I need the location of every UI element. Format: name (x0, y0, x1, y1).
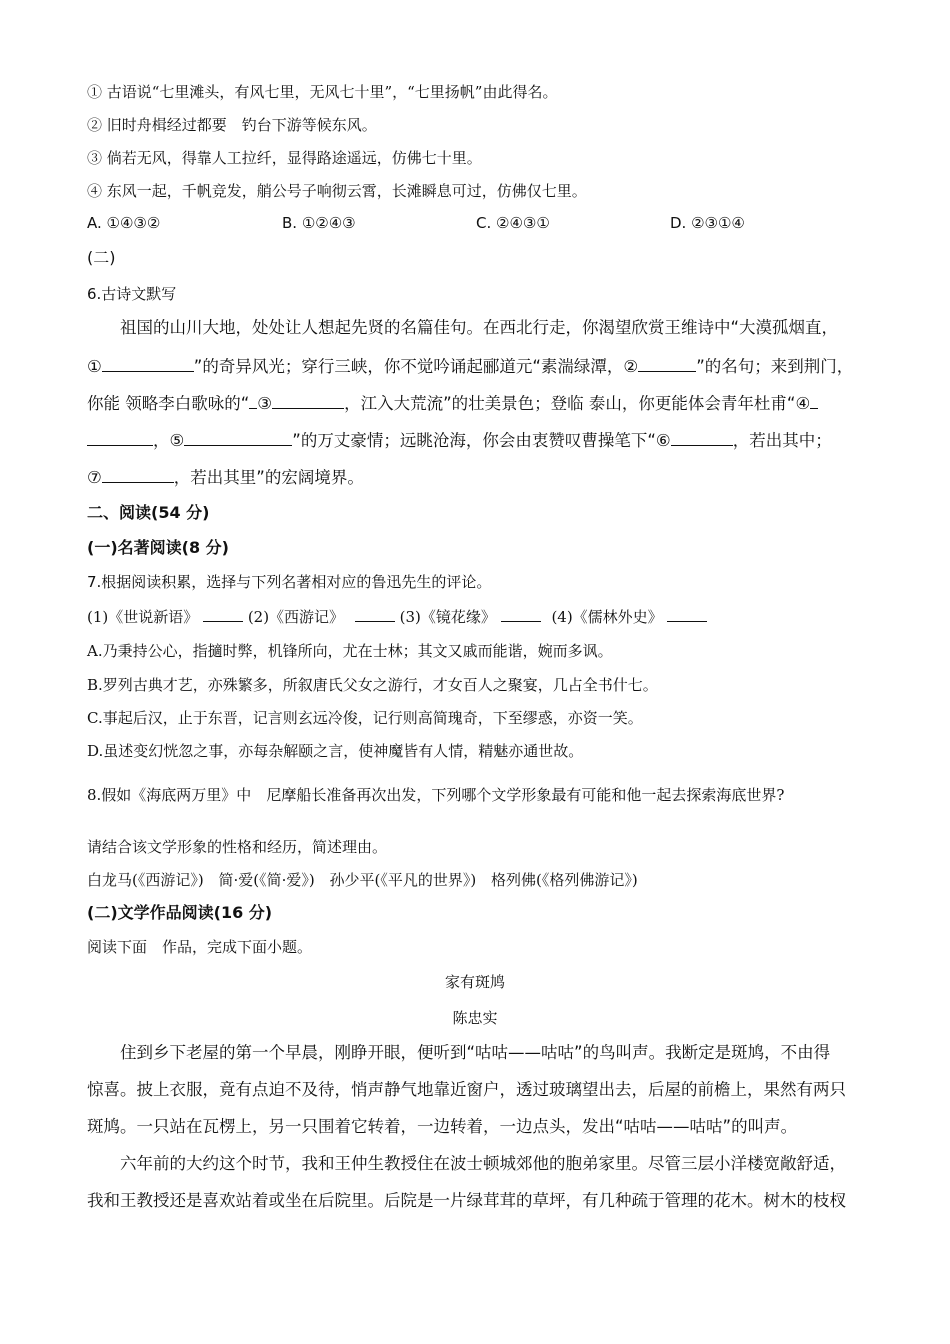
q5-item-2: ② 旧时舟楫经过都要 钓台下游等候东风。 (87, 116, 377, 134)
q7-item-4: (4)《儒林外史》 (551, 608, 663, 626)
article-p1-line-1: 住到乡下老屋的第一个早晨，刚睁开眼，便听到“咕咕——咕咕”的鸟叫声。我断定是斑鸠，不由得 (120, 1043, 831, 1062)
q5-item-1: ① 古语说“七里滩头，有风七里，无风七十里”，“七里扬帆”由此得名。 (87, 83, 558, 101)
q5-item-3: ③ 倘若无风，得靠人工拉纤，显得路途遥远，仿佛七十里。 (87, 149, 482, 167)
q5-option-c[interactable]: C. ②④③① (476, 214, 550, 232)
q6-blank-3[interactable] (272, 393, 344, 409)
q6-blank-6-label: ⑥ (655, 431, 671, 450)
article-p1-line-2: 惊喜。披上衣服，竟有点迫不及待，悄声静气地靠近窗户，透过玻璃望出去，后屋的前檐上，果然有两只 (87, 1080, 846, 1099)
q5-option-b[interactable]: B. ①②④③ (282, 214, 356, 232)
q7-option-b: B.罗列古典才艺，亦殊繁多，所叙唐氏父女之游行，才女百人之聚宴，几占全书什七。 (87, 676, 658, 694)
q6-blank-2[interactable] (638, 356, 696, 372)
q8-choice-2: 简·爱(《简·爱》) (218, 871, 315, 889)
reading-header: 二、阅读(54 分) (87, 503, 210, 522)
q6-line-2-text-b: ”的名句；来到荆门， (696, 357, 854, 376)
q6-line-2-text-a: ”的奇异风光；穿行三峡，你不觉吟诵起郦道元“素湍绿潭， (193, 357, 624, 376)
section-two-sub: (二) (87, 248, 116, 267)
q7-blank-1[interactable] (203, 606, 243, 622)
q7-option-c: C.事起后汉，止于东晋，记言则玄远冷俊，记行则高简瑰奇，下至缪惑，亦资一笑。 (87, 709, 643, 727)
article-p2-line-1: 六年前的大约这个时节，我和王仲生教授住在波士顿城郊他的胞弟家里。尽管三层小洋楼宽敞舒适， (120, 1154, 846, 1173)
q8-choices (87, 870, 638, 890)
q6-line-4-text-b: ”的万丈豪情；远眺沧海，你会由衷赞叹曹操笔下“ (292, 431, 656, 450)
q5-item-4: ④ 东风一起，千帆竞发，艄公号子响彻云霄，长滩瞬息可过，仿佛仅七里。 (87, 182, 587, 200)
q6-blank-5-label: ⑤ (169, 431, 185, 450)
q6-blank-4-start[interactable] (810, 393, 818, 409)
q7-blank-2[interactable] (355, 606, 395, 622)
q6-title: 6.古诗文默写 (87, 285, 177, 303)
q8-choice-1: 白龙马(《西游记》) (87, 871, 204, 889)
q7-items (87, 606, 707, 627)
q6-blank-6[interactable] (671, 430, 733, 446)
q6-blank-3-label: ③ (257, 394, 273, 413)
q6-blank-4[interactable] (87, 430, 153, 446)
q6-blank-2-label: ② (623, 357, 639, 376)
q7-option-d: D.虽述变幻恍忽之事，亦每杂解颐之言，使神魔皆有人情，精魅亦通世故。 (87, 742, 584, 760)
q6-blank-4-label: ④ (795, 394, 811, 413)
q6-blank-5[interactable] (184, 430, 292, 446)
q6-blank-7[interactable] (102, 467, 174, 483)
q7-item-3: (3)《镜花缘》 (399, 608, 496, 626)
q6-line-5 (87, 467, 364, 488)
q6-line-3 (87, 393, 818, 414)
q8-choice-3: 孙少平(《平凡的世界》) (329, 871, 477, 889)
q7-item-2: (2)《西游记》 (247, 608, 345, 626)
classics-header: (一)名著阅读(8 分) (87, 538, 229, 557)
q6-line-1: 祖国的山川大地，处处让人想起先贤的名篇佳句。在西北行走，你渴望欣赏王维诗中“大漠孤烟直， (120, 318, 839, 337)
q6-line-5-text: ，若出其里”的宏阔境界。 (173, 468, 364, 487)
q6-blank-1[interactable] (102, 356, 194, 372)
q6-blank-7-label: ⑦ (87, 468, 102, 487)
q6-line-3-text-b: ，江入大荒流”的壮美景色；登临 泰山，你更能体会青年杜甫“ (344, 394, 796, 413)
q6-line-4 (87, 430, 832, 451)
q7-title: 7.根据阅读积累，选择与下列名著相对应的鲁迅先生的评论。 (87, 573, 492, 591)
article-p2-line-2: 我和王教授还是喜欢站着或坐在后院里。后院是一片绿茸茸的草坪，有几种疏于管理的花木。树木的枝杈 (87, 1191, 846, 1210)
q8-line-2: 请结合该文学形象的性格和经历，简述理由。 (87, 838, 388, 856)
q6-line-3-text-a: 你能 领略李白歌咏的“ (87, 394, 250, 413)
q6-line-4-text-a: ， (153, 431, 170, 450)
q7-item-1: (1)《世说新语》 (87, 608, 199, 626)
literature-header: (二)文学作品阅读(16 分) (87, 903, 273, 922)
q6-line-2 (87, 356, 853, 377)
q6-line-4-text-c: ，若出其中； (732, 431, 832, 450)
q5-option-a[interactable]: A. ①④③② (87, 214, 161, 232)
q7-option-a: A.乃秉持公心，指擿时弊，机锋所向，尤在士林；其文又戚而能谐，婉而多讽。 (87, 642, 613, 660)
q8-choice-4: 格列佛(《格列佛游记》) (491, 871, 638, 889)
literature-intro: 阅读下面 作品，完成下面小题。 (87, 938, 313, 956)
article-title: 家有斑鸠 (444, 973, 505, 991)
article-p1-line-3: 斑鸠。一只站在瓦楞上，另一只围着它转着，一边转着，一边点头，发出“咕咕——咕咕”的叫声。 (87, 1117, 798, 1136)
q5-option-d[interactable]: D. ②③①④ (670, 214, 745, 232)
article-author: 陈忠实 (452, 1009, 498, 1027)
q6-blank-1-label: ① (87, 357, 102, 376)
q8-line-1: 8.假如《海底两万里》中 尼摩船长准备再次出发，下列哪个文学形象最有可能和他一起去探索海底世界? (87, 786, 785, 804)
q7-blank-4[interactable] (667, 606, 707, 622)
q7-blank-3[interactable] (501, 606, 541, 622)
